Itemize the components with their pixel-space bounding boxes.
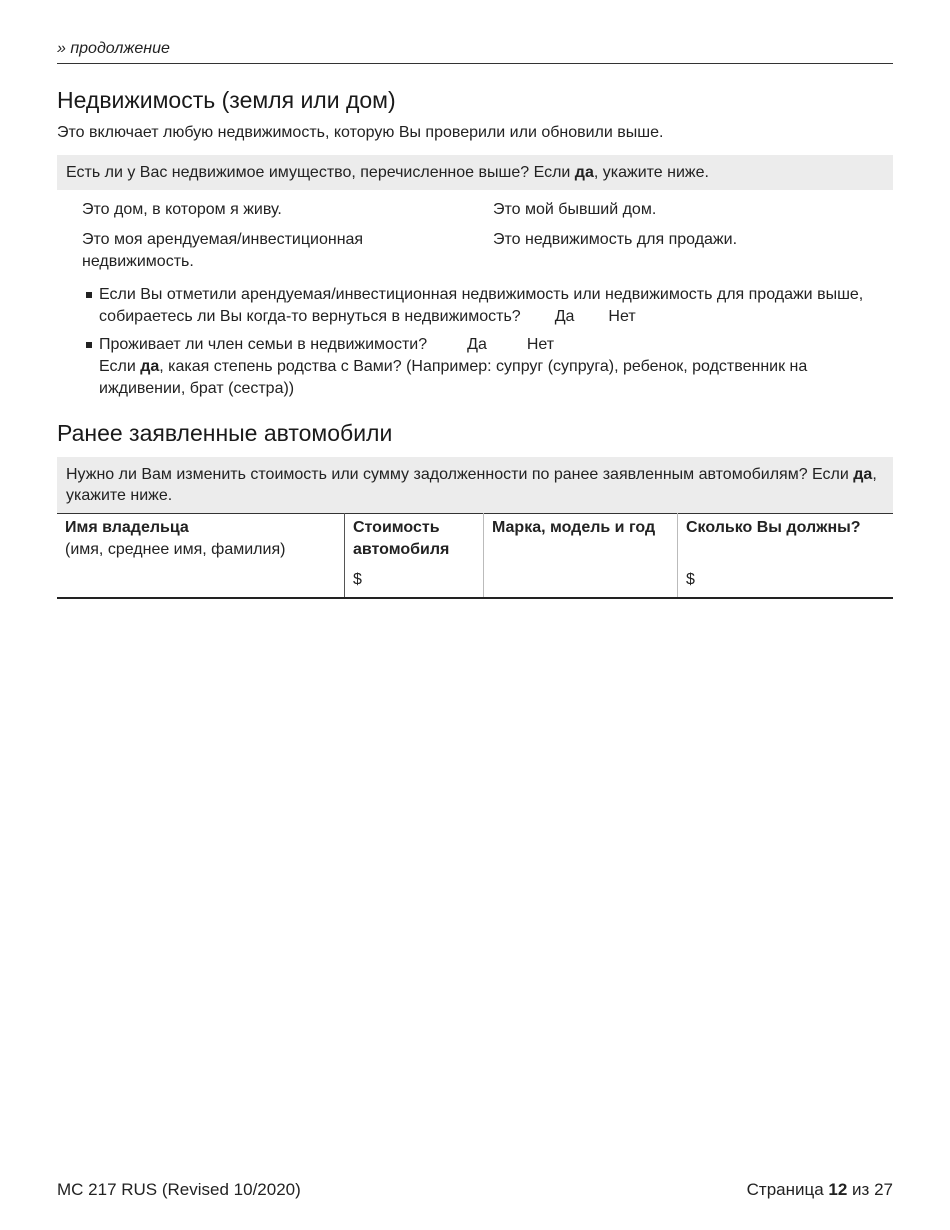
page-number: 12 bbox=[828, 1180, 848, 1199]
bullet1-no-option[interactable]: Нет bbox=[608, 308, 636, 325]
bullet2-follow-bold: да bbox=[140, 358, 160, 375]
bullet-return-question bbox=[82, 284, 892, 328]
option-former-home[interactable]: Это мой бывший дом. bbox=[493, 201, 657, 218]
form-id: MC 217 RUS (Revised 10/2020) bbox=[57, 1180, 301, 1199]
real-estate-title: Недвижимость (земля или дом) bbox=[57, 87, 396, 113]
make-model-year-header: Марка, модель и год bbox=[492, 519, 656, 536]
bullet2-follow-text-end: , какая степень родства с Вами? (Например: супруг (супруга), ребенок, родственник на иждивении, брат (сестра)) bbox=[99, 358, 808, 397]
page-indicator bbox=[747, 1180, 893, 1200]
vehicles-question-text-end: , укажите ниже. bbox=[66, 466, 877, 504]
question-text-end: , укажите ниже. bbox=[593, 164, 709, 181]
amount-owed-header: Сколько Вы должны? bbox=[686, 519, 861, 536]
page-total: 27 bbox=[874, 1180, 893, 1199]
continuation-label: » продолжение bbox=[57, 40, 170, 57]
header-divider bbox=[57, 63, 893, 64]
option-property-for-sale[interactable]: Это недвижимость для продажи. bbox=[493, 231, 738, 248]
real-estate-question bbox=[57, 155, 893, 190]
option-rental-investment[interactable]: Это моя арендуемая/инвестиционная недвижимость. bbox=[82, 231, 364, 270]
bullet-icon bbox=[86, 342, 92, 348]
page-middle: из bbox=[847, 1180, 875, 1199]
bullet1-text: Если Вы отметили арендуемая/инвестиционная недвижимость или недвижимость для продажи выше, собираетесь ли Вы когда-то вернуться в недвижимость? bbox=[99, 286, 864, 325]
vehicles-title: Ранее заявленные автомобили bbox=[57, 420, 393, 446]
amount-owed-field: $ bbox=[686, 571, 695, 588]
owner-name-cell[interactable] bbox=[57, 514, 345, 599]
vehicles-question-bold: да bbox=[853, 466, 873, 483]
bullet-family-member-question bbox=[82, 334, 892, 400]
page-prefix: Страница bbox=[746, 1180, 829, 1199]
amount-owed-cell[interactable] bbox=[678, 514, 894, 599]
make-model-year-cell[interactable] bbox=[484, 514, 678, 599]
owner-name-header: Имя владельца bbox=[65, 519, 189, 536]
bullet2-yes-option[interactable]: Да bbox=[467, 336, 487, 353]
bullet-icon bbox=[86, 292, 92, 298]
real-estate-intro: Это включает любую недвижимость, которую Вы проверили или обновили выше. bbox=[57, 124, 664, 141]
option-home-i-live-in[interactable]: Это дом, в котором я живу. bbox=[82, 201, 282, 218]
vehicle-value-header: Стоимость автомобиля bbox=[353, 519, 450, 558]
vehicles-question-text: Нужно ли Вам изменить стоимость или сумму задолженности по ранее заявленным автомобилям? Если bbox=[66, 466, 854, 483]
bullet1-yes-option[interactable]: Да bbox=[554, 308, 575, 325]
vehicles-table bbox=[57, 513, 893, 599]
owner-name-subheader: (имя, среднее имя, фамилия) bbox=[65, 541, 286, 558]
vehicle-value-field: $ bbox=[353, 571, 362, 588]
question-bold: да bbox=[574, 164, 594, 181]
question-text: Есть ли у Вас недвижимое имущество, перечисленное выше? Если bbox=[66, 164, 575, 181]
bullet2-no-option[interactable]: Нет bbox=[526, 336, 555, 353]
bullet2-follow-text: Если bbox=[99, 358, 141, 375]
vehicle-value-cell[interactable] bbox=[345, 514, 484, 599]
bullet2-text: Проживает ли член семьи в недвижимости? bbox=[99, 336, 428, 353]
table-row bbox=[57, 514, 893, 599]
vehicles-question bbox=[57, 457, 893, 513]
